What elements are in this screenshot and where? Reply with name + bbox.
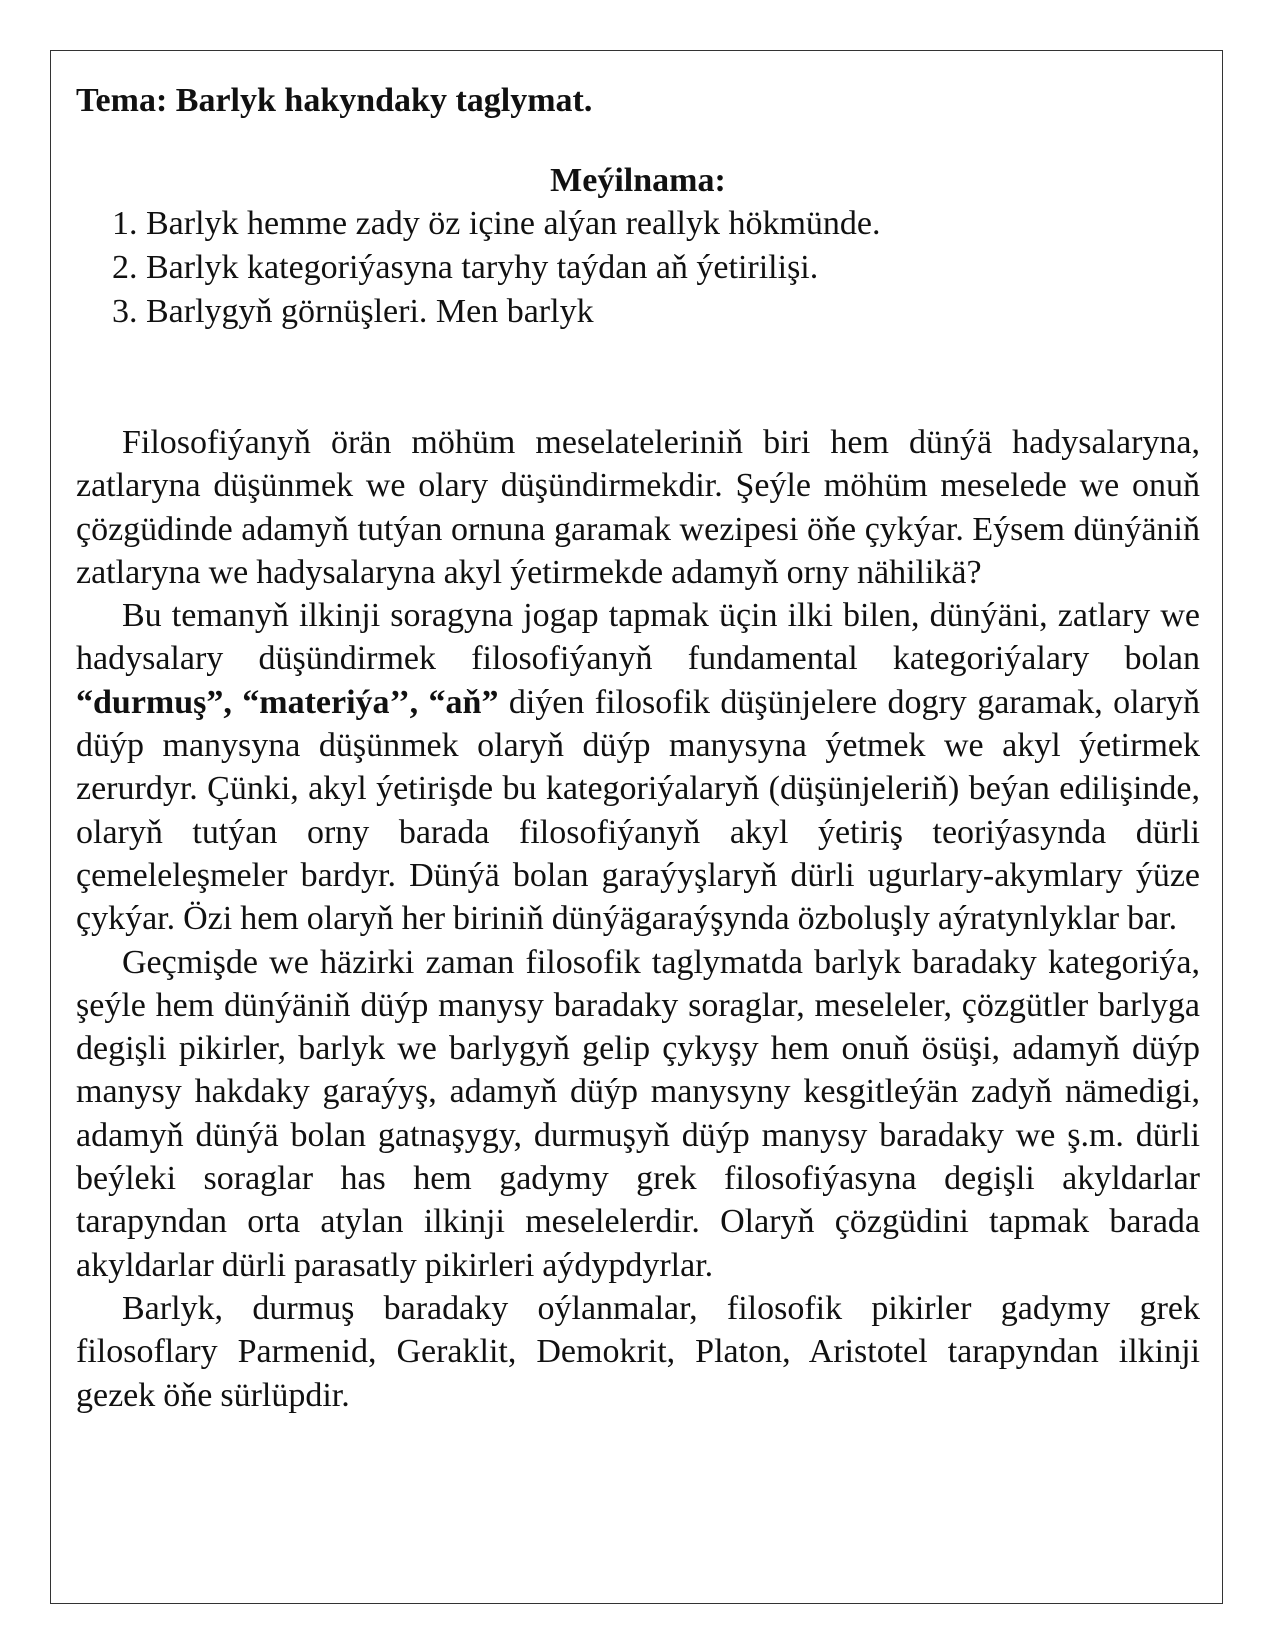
plan-heading: Meýilnama: (550, 162, 726, 199)
paragraph-3: Geçmişde we häzirki zaman filosofik taglymatda barlyk baradaky kategoriýa, şeýle hem dünýäniň düýp manysy baradaky soraglar, meseleler, çözgütler barlyga degişli pikirler, barlyk we barlygyň gelip çykyşy hem onuň ösüşi, adamyň düýp manysy hakdaky garaýyş, adamyň düýp manysyny kesgitleýän zadyň nämedigi, adamyň dünýä bolan gatnaşygy, durmuşyň düýp manysy baradaky we ş.m. dürli beýleki soraglar has hem gadymy grek filosofiýasyna degişli akyldarlar tarapyndan orta atylan ilkinji meselelerdir. Olaryň çözgüdini tapmak barada akyldarlar dürli parasatly pikirleri aýdypdyrlar. (76, 943, 1200, 1284)
plan-item-1: 1. Barlyk hemme zady öz içine alýan reallyk hökmünde. (112, 205, 881, 242)
plan-item-3: 3. Barlygyň görnüşleri. Men barlyk (112, 293, 594, 330)
paragraph-2-start: Bu temanyň ilkinji soragyna jogap tapmak üçin ilki bilen, dünýäni, zatlary we hadysalary düşündirmek filosofiýanyň fundamental kategoriýalary bolan (76, 597, 1200, 678)
paragraph-1: Filosofiýanyň örän möhüm meselateleriniň biri hem dünýä hadysalaryna, zatlaryna düşünmek we olary düşündirmekdir. Şeýle möhüm meselede we onuň çözgüdinde adamyň tutýan ornuna garamak wezipesi öňe çykýar. Eýsem dünýäniň zatlaryna we hadysalaryna akyl ýetirmekde adamyň orny nähilikä? (76, 424, 1200, 591)
paragraph-2-end: diýen filosofik düşünjelere dogry garamak, olaryň düýp manysyna düşünmek olaryň düýp manysyna ýetmek we akyl ýetirmek zerurdyr. Çünki, akyl ýetirişde bu kategoriýalaryň (düşünjeleriň) beýan edilişinde, olaryň tutýan orny barada filosofiýanyň akyl ýetiriş teoriýasynda dürli çemeleleşmeler bardyr. Dünýä bolan garaýyşlaryň dürli ugurlary-akymlary ýüze çykýar. Özi hem olaryň her biriniň dünýägaraýşynda özboluşly aýratynlyklar bar. (76, 683, 1200, 938)
paragraph-4: Barlyk, durmuş baradaky oýlanmalar, filosofik pikirler gadymy grek filosoflary Parmenid, Geraklit, Demokrit, Platon, Aristotel tarapyndan ilkinji gezek öňe sürlüpdir. (76, 1289, 1200, 1414)
plan-list (76, 202, 1200, 334)
document-content (76, 72, 1200, 1417)
paragraph-2-bold-terms: “durmuş”, “materiýa’’, “aň” (76, 683, 499, 721)
body-text (76, 421, 1200, 1417)
topic-title: Tema: Barlyk hakyndaky taglymat. (76, 82, 593, 119)
paragraph-2 (76, 594, 1200, 940)
plan-item-2: 2. Barlyk kategoriýasyna taryhy taýdan aň ýetirilişi. (112, 249, 819, 286)
